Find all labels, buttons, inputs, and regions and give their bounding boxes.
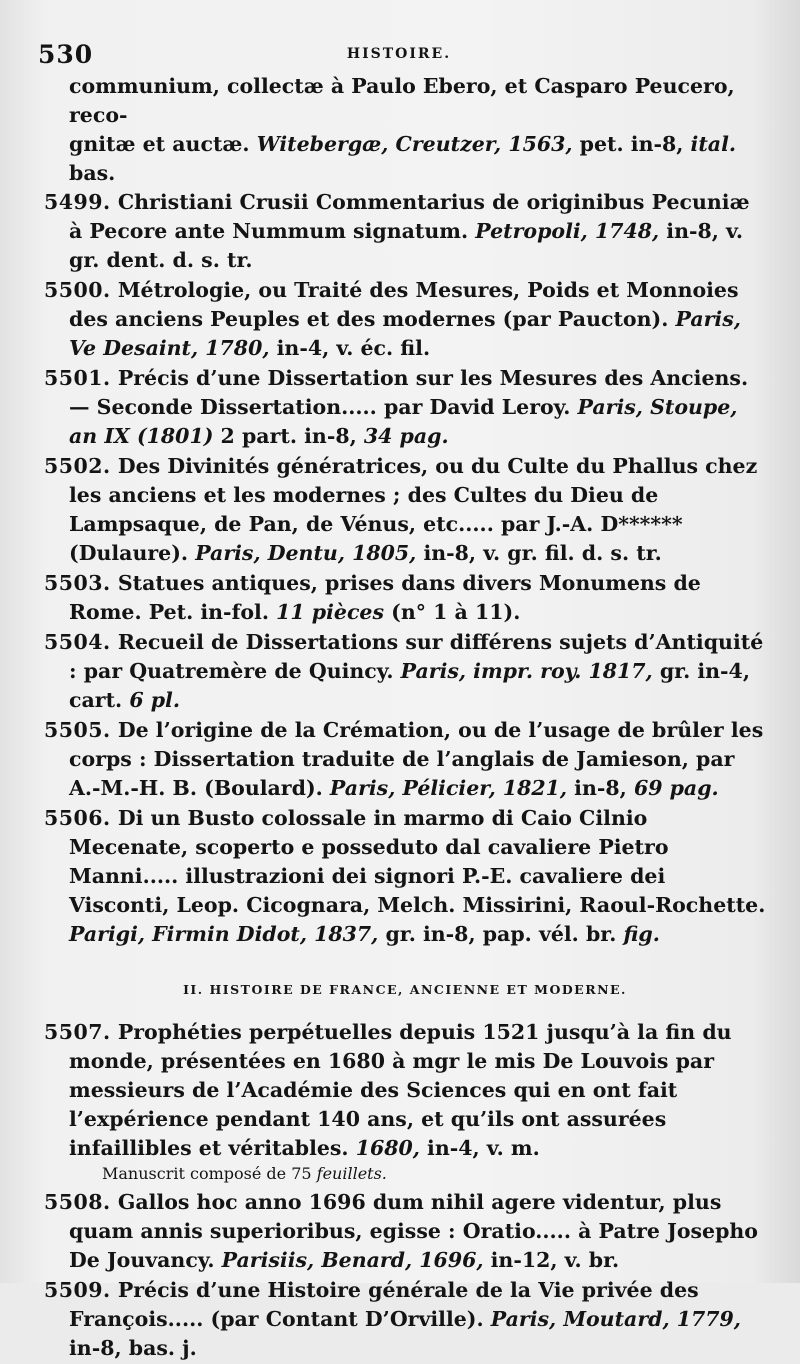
entry-text: De l’origine de la Crémation, ou de l’usage de brûler les corps : Dissertation traduite de l’anglais de Jamieson, par A.-M.-H. B. (Boulard). (69, 718, 764, 800)
page-number: 530 (38, 40, 94, 69)
entry-imprint: Parisiis, Benard, 1696, (221, 1248, 484, 1272)
entry-format: 2 part. in-8, (213, 424, 364, 448)
entry-5504 (44, 628, 766, 715)
entry-number: 5499. (44, 190, 111, 214)
entry-imprint: Paris, Stoupe, an IX (1801) (69, 395, 738, 448)
entry-pagination: 69 pag. (633, 776, 719, 800)
entry-imprint: Parigi, Firmin Didot, 1837, (69, 922, 379, 946)
continued-imprint: Witebergæ, Creutzer, 1563, (256, 132, 573, 156)
entry-number: 5506. (44, 806, 111, 830)
continued-line-1: communium, collectæ à Paulo Ebero, et Casparo Peucero, reco- (69, 74, 735, 127)
entry-number: 5502. (44, 454, 111, 478)
entry-5499 (44, 188, 766, 275)
entry-imprint: Paris, Ve Desaint, 1780, (69, 307, 741, 360)
entry-5507 (44, 1018, 766, 1163)
entry-number: 5503. (44, 571, 111, 595)
entry-format: in-8, bas. j. (69, 1336, 197, 1360)
entry-imprint: Paris, impr. roy. 1817, (400, 659, 653, 683)
entry-format: (n° 1 à 11). (384, 600, 521, 624)
entry-5501 (44, 364, 766, 451)
entry-format: in-4, v. m. (419, 1136, 540, 1160)
note-italic: feuillets. (316, 1164, 387, 1183)
continued-binding: ital. (690, 132, 736, 156)
entry-5508 (44, 1188, 766, 1275)
entry-plates: 6 pl. (129, 688, 180, 712)
continued-line-2: gnitæ et auctæ. (69, 132, 257, 156)
entry-pagination: 34 pag. (363, 424, 449, 448)
entry-5502 (44, 452, 766, 568)
entry-number: 5500. (44, 278, 111, 302)
section-title: II. HISTOIRE DE FRANCE, ANCIENNE ET MODERNE. (183, 982, 627, 997)
entry-5506 (44, 804, 766, 949)
entry-imprint: Paris, Moutard, 1779, (490, 1307, 741, 1331)
page-header (38, 40, 760, 74)
entry-text: Prophéties perpétuelles depuis 1521 jusqu’à la fin du monde, présentées en 1680 à mgr le mis De Louvois par messieurs de l’Académie des Sciences qui en ont fait l’expérience pendant 140 ans, et qu’ils ont assurées infaillibles et véritables. (69, 1020, 732, 1160)
entry-format: in-8, (567, 776, 634, 800)
entry-text: Métrologie, ou Traité des Mesures, Poids et Monnoies des anciens Peuples et des modernes (par Paucton). (69, 278, 739, 331)
entry-5505 (44, 716, 766, 803)
entry-imprint: 11 pièces (276, 600, 385, 624)
note-text: Manuscrit composé de 75 (102, 1164, 317, 1183)
entry-text: Précis d’une Histoire générale de la Vie privée des François..... (par Contant D’Orville). (69, 1278, 699, 1331)
running-head: HISTOIRE. (346, 46, 452, 62)
entry-format: in-8, v. gr. dent. d. s. tr. (69, 219, 744, 272)
entry-imprint: Petropoli, 1748, (475, 219, 660, 243)
entry-text: Précis d’une Dissertation sur les Mesures des Anciens.— Seconde Dissertation..... par David Leroy. (69, 366, 749, 419)
continued-entry (44, 72, 766, 188)
entry-text: Recueil de Dissertations sur différens sujets d’Antiquité : par Quatremère de Quincy. (69, 630, 764, 683)
entry-format: in-8, v. gr. fil. d. s. tr. (416, 541, 662, 565)
entry-format: in-12, v. br. (483, 1248, 620, 1272)
continued-format: pet. in-8, (572, 132, 691, 156)
entry-note (44, 1162, 766, 1186)
entry-text: Statues antiques, prises dans divers Monumens de Rome. Pet. in-fol. (69, 571, 701, 624)
entry-number: 5508. (44, 1190, 111, 1214)
entry-5503 (44, 569, 766, 627)
entry-text: Christiani Crusii Commentarius de originibus Pecuniæ à Pecore ante Nummum signatum. (69, 190, 750, 243)
entry-number: 5505. (44, 718, 111, 742)
entry-text: Des Divinités génératrices, ou du Culte du Phallus chez les anciens et les modernes ; des Cultes du Dieu de Lampsaque, de Pan, de Vénus, etc..... par J.-A. D****** (Dulaure). (69, 454, 758, 565)
entry-figures: fig. (623, 922, 660, 946)
entry-format: gr. in-8, pap. vél. br. (378, 922, 624, 946)
entry-5500 (44, 276, 766, 363)
entry-format: in-4, v. éc. fil. (269, 336, 431, 360)
entry-number: 5507. (44, 1020, 111, 1044)
entry-text: Gallos hoc anno 1696 dum nihil agere videntur, plus quam annis superioribus, egisse : Oratio..... à Patre Josepho De Jouvancy. (69, 1190, 758, 1272)
entry-number: 5501. (44, 366, 111, 390)
entry-imprint: Paris, Dentu, 1805, (195, 541, 417, 565)
continued-end: bas. (69, 161, 116, 185)
page-body (44, 72, 766, 1364)
entry-text: Di un Busto colossale in marmo di Caio Cilnio Mecenate, scoperto e posseduto dal cavaliere Pietro Manni..... illustrazioni dei signori P.-E. cavaliere dei Visconti, Leop. Cicognara, Melch. Missirini, Raoul-Rochette. (69, 806, 766, 917)
entry-number: 5504. (44, 630, 111, 654)
entry-number: 5509. (44, 1278, 111, 1302)
entry-format: gr. in-4, cart. (69, 659, 750, 712)
entry-imprint: 1680, (355, 1136, 420, 1160)
entry-5509 (44, 1276, 766, 1363)
entry-imprint: Paris, Pélicier, 1821, (329, 776, 568, 800)
